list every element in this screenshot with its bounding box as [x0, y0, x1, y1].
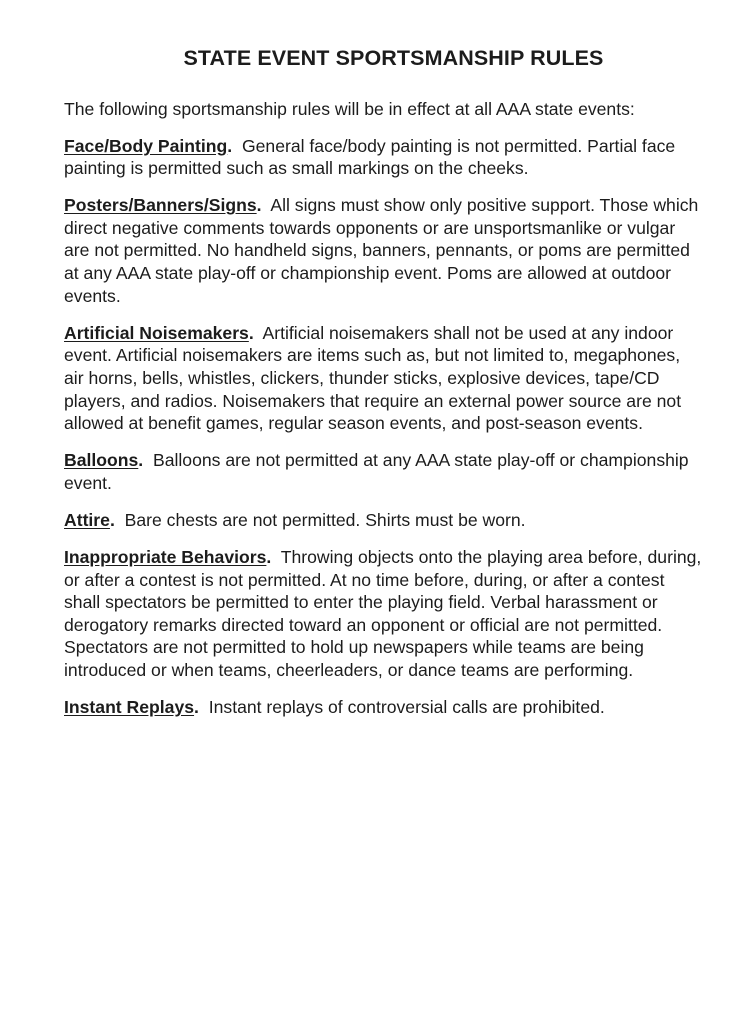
- rule-heading-period: .: [109, 509, 115, 530]
- rule-balloons: [64, 449, 704, 494]
- rule-text: All signs must show only positive support. Those which direct negative comments towards opponents or are unsportsmanlike or vulgar are not permitted. No handheld signs, banners, pennants, or poms are permitted at any AAA state play-off or championship event. Poms are allowed at outdoor events.: [64, 195, 699, 306]
- intro-paragraph: The following sportsmanship rules will be in effect at all AAA state events:: [64, 99, 635, 119]
- rule-text: General face/body painting is not permitted. Partial face painting is permitted such as small markings on the cheeks.: [64, 135, 676, 179]
- rule-heading: Balloons: [64, 450, 139, 471]
- rule-instant-replays: [64, 696, 704, 719]
- page-title: STATE EVENT SPORTSMANSHIP RULES: [183, 46, 604, 70]
- rules-list: [64, 135, 705, 719]
- rule-text: Balloons are not permitted at any AAA state play-off or championship event.: [64, 450, 689, 493]
- rule-heading-period: .: [248, 322, 254, 343]
- rule-heading: Instant Replays: [64, 697, 195, 718]
- rule-artificial-noisemakers: [64, 322, 704, 435]
- rule-text: Throwing objects onto the playing area before, during, or after a contest is not permitted. At no time before, during, or after a contest shall spectators be permitted to enter the playing field. Verbal harassment or derogatory remarks directed toward an opponent or official are not permitted. Spectators are not permitted to hold up newspapers while teams are being introduced or when teams, cheerleaders, or dance teams are performing.: [64, 547, 702, 680]
- rule-heading: Inappropriate Behaviors: [64, 547, 267, 567]
- rule-heading-period: .: [256, 195, 262, 216]
- rule-heading: Face/Body Painting: [64, 135, 228, 156]
- rule-heading-period: .: [194, 697, 199, 718]
- rule-heading-period: .: [138, 450, 144, 471]
- rule-text: Bare chests are not permitted. Shirts must be worn.: [124, 509, 526, 530]
- rule-heading-period: .: [227, 135, 233, 156]
- rule-attire: [64, 509, 704, 532]
- rule-inappropriate-behaviors: [64, 546, 704, 682]
- rule-posters-banners-signs: [64, 194, 704, 307]
- rule-heading: Posters/Banners/Signs: [64, 195, 257, 216]
- rule-heading-period: .: [266, 547, 272, 567]
- rule-face-body-painting: [64, 135, 704, 180]
- rule-text: Artificial noisemakers shall not be used at any indoor event. Artificial noisemakers are items such as, but not limited to, megaphones, air horns, bells, whistles, clickers, thunder sticks, explosive devices, tape/CD players, and radios. Noisemakers that require an external power source are not allowed at benefit games, regular season events, and post-season events.: [64, 322, 682, 434]
- rule-heading: Artificial Noisemakers: [64, 322, 249, 343]
- rule-heading: Attire: [64, 509, 110, 530]
- rule-text: Instant replays of controversial calls are prohibited.: [208, 697, 605, 718]
